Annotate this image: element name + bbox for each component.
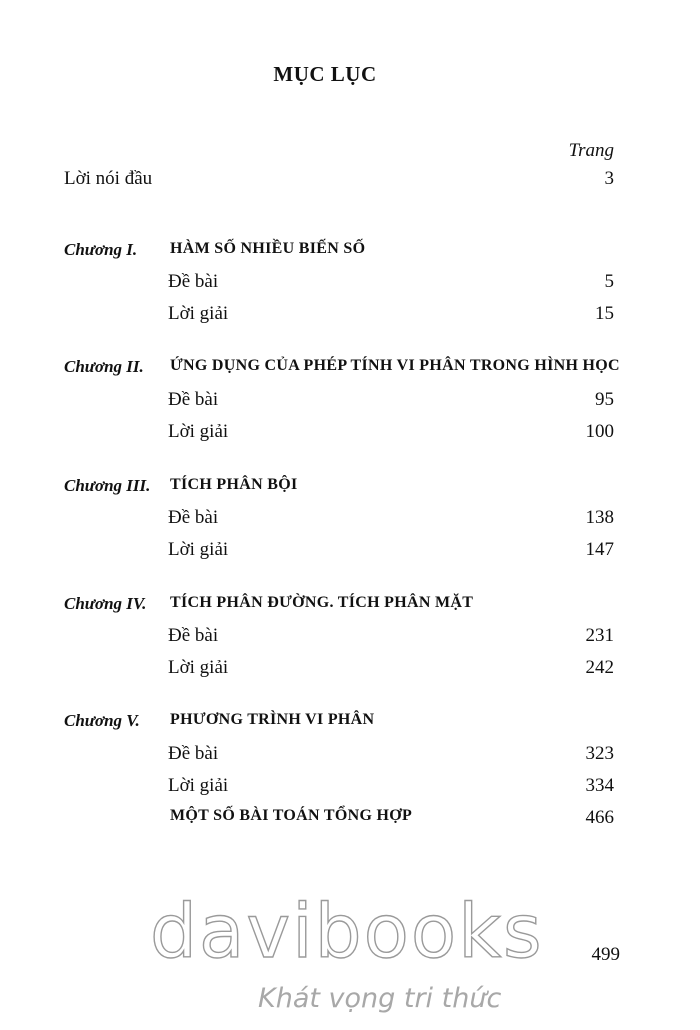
chapter-title: PHƯƠNG TRÌNH VI PHÂN xyxy=(170,711,375,728)
toc-label: Lời giải xyxy=(168,775,229,796)
toc-row xyxy=(0,507,700,533)
chapter-number: Chương V. xyxy=(64,711,140,730)
toc-page-number: 100 xyxy=(585,421,614,442)
toc-page-number: 138 xyxy=(585,507,614,528)
chapter-heading xyxy=(0,240,700,266)
toc-row xyxy=(0,625,700,651)
toc-label: Đề bài xyxy=(168,743,219,764)
toc-label: Lời giải xyxy=(168,421,229,442)
toc-page-number: 466 xyxy=(585,807,614,828)
toc-label: MỘT SỐ BÀI TOÁN TỔNG HỢP xyxy=(170,807,413,824)
toc-label: Lời giải xyxy=(168,303,229,324)
toc-page-number: 147 xyxy=(585,539,614,560)
toc-label: Lời nói đầu xyxy=(64,168,153,189)
chapter-number: Chương IV. xyxy=(64,594,147,613)
toc-label: Đề bài xyxy=(168,507,219,528)
toc-row xyxy=(0,389,700,415)
chapter-number: Chương III. xyxy=(64,476,151,495)
toc-page-number: 95 xyxy=(595,389,614,410)
chapter-heading xyxy=(0,357,700,383)
toc-label: Lời giải xyxy=(168,657,229,678)
page-number: 499 xyxy=(591,944,620,965)
toc-label: Lời giải xyxy=(168,539,229,560)
chapter-number: Chương I. xyxy=(64,240,138,259)
chapter-number: Chương II. xyxy=(64,357,144,376)
toc-row-preface xyxy=(0,168,700,194)
chapter-heading xyxy=(0,711,700,737)
chapter-heading xyxy=(0,476,700,502)
page-title: MỤC LỤC xyxy=(273,62,377,86)
toc-row xyxy=(0,271,700,297)
chapter-heading xyxy=(0,594,700,620)
toc-row xyxy=(0,775,700,801)
chapter-title: TÍCH PHÂN BỘI xyxy=(170,476,298,493)
toc-page-number: 15 xyxy=(595,303,614,324)
toc-page-number: 3 xyxy=(604,168,614,189)
toc-row xyxy=(0,743,700,769)
chapter-title: TÍCH PHÂN ĐƯỜNG. TÍCH PHÂN MẶT xyxy=(170,594,474,611)
chapter-title: HÀM SỐ NHIỀU BIẾN SỐ xyxy=(170,240,366,257)
toc-label: Đề bài xyxy=(168,389,219,410)
watermark-tagline: Khát vọng tri thức xyxy=(258,983,502,1014)
watermark xyxy=(150,889,570,1025)
toc-page-number: 242 xyxy=(585,657,614,678)
toc-row xyxy=(0,421,700,447)
toc-row xyxy=(0,657,700,683)
toc-label: Đề bài xyxy=(168,625,219,646)
page-column-header: Trang xyxy=(568,140,614,161)
toc-row xyxy=(0,303,700,329)
toc-label: Đề bài xyxy=(168,271,219,292)
toc-page-number: 5 xyxy=(604,271,614,292)
toc-row xyxy=(0,539,700,565)
watermark-logo: davibooks xyxy=(150,889,544,975)
toc-page-number: 323 xyxy=(585,743,614,764)
chapter-title: ỨNG DỤNG CỦA PHÉP TÍNH VI PHÂN TRONG HÌNH HỌC xyxy=(170,357,620,374)
toc-page-number: 334 xyxy=(585,775,614,796)
toc-row-summary xyxy=(0,807,700,833)
toc-page-number: 231 xyxy=(585,625,614,646)
